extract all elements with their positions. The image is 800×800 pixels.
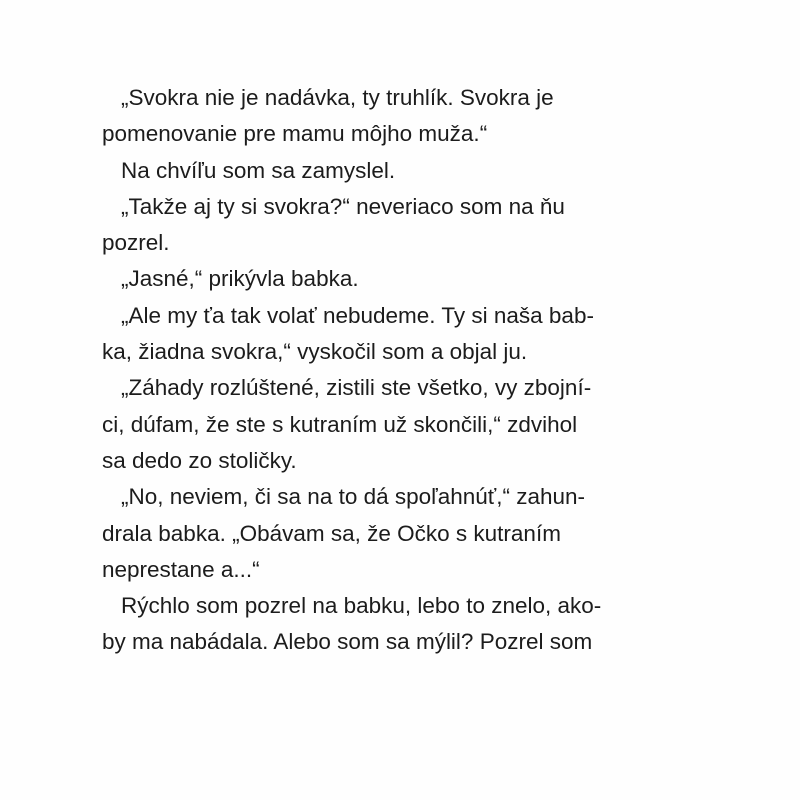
text-line: pomenovanie pre mamu môjho muža.“ bbox=[102, 121, 488, 147]
text-line: „Svokra nie je nadávka, ty truhlík. Svokra je bbox=[121, 85, 554, 110]
text-line: Na chvíľu som sa zamyslel. bbox=[121, 157, 396, 183]
text-line: „Takže aj ty si svokra?“ neveriaco som na ňu bbox=[121, 193, 565, 219]
text-line: Rýchlo som pozrel na babku, lebo to znelo, ako- bbox=[121, 593, 602, 619]
text-line: pozrel. bbox=[102, 230, 170, 256]
text-line: ci, dúfam, že ste s kutraním už skončili,“ zdvihol bbox=[102, 411, 578, 437]
text-line: neprestane a...“ bbox=[102, 556, 260, 582]
text-line: „Jasné,“ prikývla babka. bbox=[121, 266, 359, 292]
body-text bbox=[102, 80, 702, 661]
text-line: „Záhady rozlúštené, zistili ste všetko, vy zbojní- bbox=[121, 375, 592, 401]
text-line: „No, neviem, či sa na to dá spoľahnúť,“ zahun- bbox=[121, 484, 585, 510]
text-line: drala babka. „Obávam sa, že Očko s kutraním bbox=[102, 520, 561, 546]
text-line: „Ale my ťa tak volať nebudeme. Ty si naša bab- bbox=[121, 302, 594, 328]
text-line: sa dedo zo stoličky. bbox=[102, 447, 297, 473]
text-line: ka, žiadna svokra,“ vyskočil som a objal ju. bbox=[102, 339, 528, 365]
text-line: by ma nabádala. Alebo som sa mýlil? Pozrel som bbox=[102, 629, 593, 655]
